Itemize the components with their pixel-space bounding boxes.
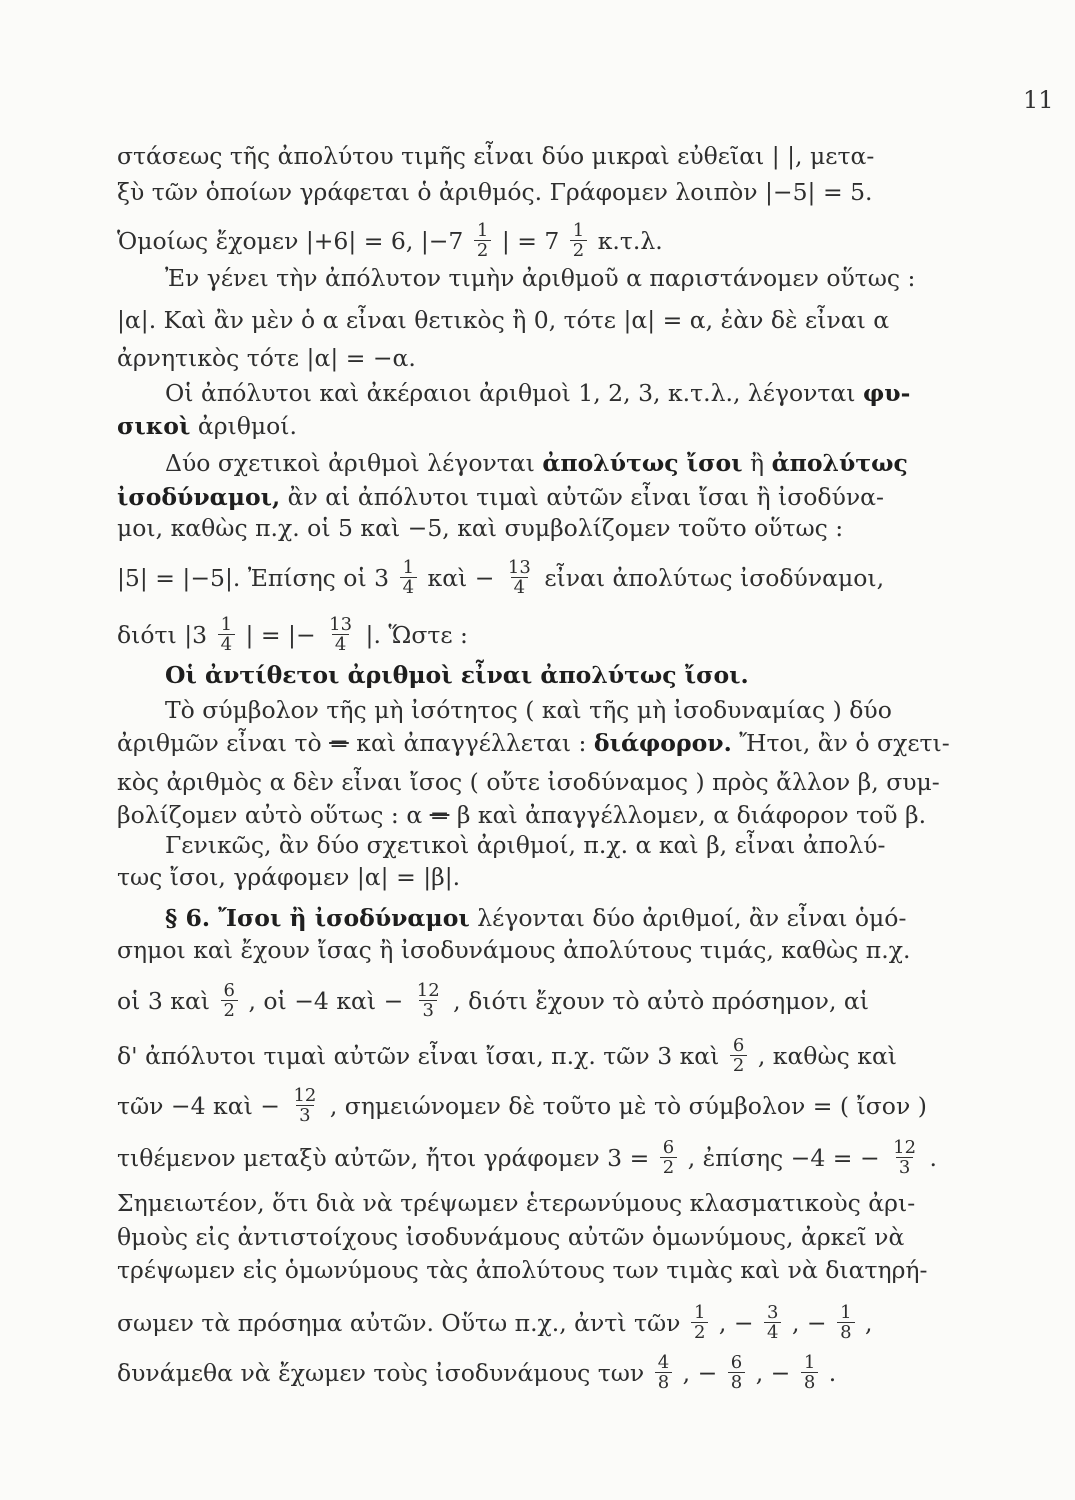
text-span: σωμεν τὰ πρόσημα αὐτῶν. Οὕτω π.χ., ἀντὶ τῶν [117,1309,681,1337]
text-span: , − [755,1359,791,1387]
bold-term: φυ- [863,379,911,407]
text-span: εἶναι ἀπολύτως ἰσοδύναμοι, [544,564,885,592]
text-span: |5| = |−5|. Ἐπίσης οἱ 3 [117,564,390,592]
denominator: 4 [400,577,417,597]
text-span: β καὶ ἀπαγγέλλομεν, α διάφορον τοῦ β. [456,801,927,829]
denominator: 4 [764,1322,781,1342]
text-line-26 [117,1137,947,1179]
numerator: 6 [730,1352,743,1373]
text-line-19: Γενικῶς, ἂν δύο σχετικοὶ ἀριθμοί, π.χ. α καὶ β, εἶναι ἀπολύ- [165,831,886,859]
text-span: |. Ὥστε : [365,621,468,649]
text-span: οἱ 3 καὶ [117,987,211,1015]
fraction [290,1086,319,1125]
fraction [218,615,235,654]
text-line-2: ξὺ τῶν ὁποίων γράφεται ὁ ἀριθμός. Γράφομεν λοιπὸν |−5| = 5. [117,178,873,206]
fraction [326,615,355,654]
fraction [400,558,417,597]
text-span: , − [718,1309,754,1337]
bold-term: ἰσοδύναμοι, [117,483,281,511]
text-span: | = |− [245,621,316,649]
text-span: . [929,1144,938,1172]
numerator: 1 [693,1302,706,1323]
denominator: 4 [511,577,528,597]
text-span: , διότι ἔχουν τὸ αὐτὸ πρόσημον, αἱ [453,987,869,1015]
numerator: 1 [476,220,489,241]
text-line-1: στάσεως τῆς ἀπολύτου τιμῆς εἶναι δύο μικραὶ εὐθεῖαι | |, μετα- [117,142,875,170]
not-equal-symbol: = [329,729,349,757]
numerator: 12 [293,1085,317,1106]
denominator: 4 [218,634,235,654]
numerator: 1 [840,1302,852,1323]
text-span: , καθὼς καὶ [757,1042,898,1070]
text-span: καὶ ἀπαγγέλλεται : [356,729,587,757]
fraction [837,1303,854,1342]
denominator: 2 [570,240,587,260]
numerator: 13 [507,557,531,578]
text-span: ἀριθμοί. [197,412,297,440]
fraction [890,1138,919,1177]
text-line-20: τως ἴσοι, γράφομεν |α| = |β|. [117,863,461,891]
section-heading: § 6. Ἴσοι ἢ ἰσοδύναμοι [165,904,470,932]
denominator: 2 [691,1322,708,1342]
fraction [474,221,491,260]
fraction [660,1138,677,1177]
numerator: 1 [220,614,233,635]
denominator: 2 [660,1157,677,1177]
text-line-17: κὸς ἀριθμὸς α δὲν εἶναι ἴσος ( οὔτε ἰσοδύναμος ) πρὸς ἄλλον β, συμ- [117,768,940,796]
numerator: 12 [893,1137,917,1158]
text-span: διότι |3 [117,621,208,649]
numerator: 13 [329,614,353,635]
text-span: . [828,1359,837,1387]
not-equal-symbol: = [429,801,450,829]
bold-term: ἀπολύτως ἴσοι [542,449,743,477]
bold-term: σικοὶ [117,412,191,440]
denominator: 2 [730,1055,747,1075]
numerator: 6 [223,980,235,1001]
text-line-3 [117,220,947,262]
denominator: 8 [837,1322,854,1342]
denominator: 2 [474,240,491,260]
fraction [801,1353,818,1392]
text-line-7 [165,378,947,408]
text-span: βολίζομεν αὐτὸ οὕτως : α [117,801,423,829]
text-span: , ἐπίσης −4 = − [687,1144,880,1172]
denominator: 8 [801,1372,818,1392]
text-span: ἢ [750,449,765,477]
text-line-29: τρέψωμεν εἰς ὁμωνύμους τὰς ἀπολύτους των τιμὰς καὶ νὰ διατηρή- [117,1256,928,1284]
text-span: , [865,1309,873,1337]
text-line-23 [117,980,947,1022]
text-span: ἂν αἱ ἀπόλυτοι τιμαὶ αὐτῶν εἶναι ἴσαι ἢ ἰσοδύνα- [287,483,884,511]
fraction [414,981,443,1020]
text-span: Ὁμοίως ἔχομεν |+6| = 6, |−7 [117,227,464,255]
text-line-12 [117,557,947,599]
text-line-10 [117,482,947,512]
numerator: 6 [732,1035,745,1056]
text-line-5: |α|. Καὶ ἂν μὲν ὁ α εἶναι θετικὸς ἢ 0, τότε |α| = α, ἐὰν δὲ εἶναι α [117,306,890,334]
bold-term: διάφορον. [593,729,732,757]
text-line-14-rule: Οἱ ἀντίθετοι ἀριθμοὶ εἶναι ἀπολύτως ἴσοι. [165,661,749,689]
text-line-8 [117,411,947,441]
bold-term: ἀπολύτως [771,449,908,477]
denominator: 2 [221,1000,238,1020]
text-line-24 [117,1035,947,1077]
denominator: 4 [332,634,349,654]
text-line-30 [117,1302,947,1344]
numerator: 1 [803,1352,816,1373]
fraction [730,1036,747,1075]
text-span: Δύο σχετικοὶ ἀριθμοὶ λέγονται [165,449,535,477]
numerator: 12 [416,980,440,1001]
text-span: κ.τ.λ. [597,227,663,255]
text-line-28: θμοὺς εἰς ἀντιστοίχους ἰσοδυνάμους αὐτῶν ὁμωνύμους, ἀρκεῖ νὰ [117,1223,905,1251]
denominator: 8 [728,1372,745,1392]
numerator: 3 [767,1302,779,1323]
numerator: 1 [402,557,415,578]
text-span: | = 7 [501,227,560,255]
numerator: 6 [662,1137,675,1158]
text-line-6: ἀρνητικὸς τότε |α| = −α. [117,344,416,372]
text-span: , οἱ −4 καὶ − [248,987,404,1015]
text-line-31 [117,1352,947,1394]
fraction [570,221,587,260]
text-span: λέγονται δύο ἀριθμοί, ἂν εἶναι ὁμό- [477,904,907,932]
text-span: τιθέμενον μεταξὺ αὐτῶν, ἤτοι γράφομεν 3 = [117,1144,650,1172]
fraction [505,558,534,597]
text-span: , σημειώνομεν δὲ τοῦτο μὲ τὸ σύμβολον = ( ἴσον ) [329,1092,927,1120]
fraction [221,981,238,1020]
denominator: 3 [296,1105,313,1125]
text-line-25 [117,1085,947,1127]
text-span: δ' ἀπόλυτοι τιμαὶ αὐτῶν εἶναι ἴσαι, π.χ. τῶν 3 καὶ [117,1042,720,1070]
text-line-9 [165,448,947,478]
denominator: 3 [896,1157,913,1177]
page-number: 11 [1023,86,1054,114]
text-line-13 [117,614,947,656]
numerator: 4 [657,1352,670,1373]
text-line-22: σημοι καὶ ἔχουν ἴσας ἢ ἰσοδυνάμους ἀπολύτους τιμάς, καθὼς π.χ. [117,936,911,964]
text-span: δυνάμεθα νὰ ἔχωμεν τοὺς ἰσοδυνάμους των [117,1359,645,1387]
text-line-11: μοι, καθὼς π.χ. οἱ 5 καὶ −5, καὶ συμβολίζομεν τοῦτο οὕτως : [117,514,844,542]
text-span: , − [682,1359,718,1387]
text-line-27: Σημειωτέον, ὅτι διὰ νὰ τρέψωμεν ἑτερωνύμους κλασματικοὺς ἀρι- [117,1189,916,1217]
text-line-18 [117,800,947,830]
text-line-15: Τὸ σύμβολον τῆς μὴ ἰσότητος ( καὶ τῆς μὴ ἰσοδυναμίας ) δύο [165,696,892,724]
text-line-16 [117,728,950,758]
fraction [691,1303,708,1342]
fraction [728,1353,745,1392]
text-span: ἀριθμῶν εἶναι τὸ [117,729,322,757]
numerator: 1 [572,220,585,241]
denominator: 3 [419,1000,436,1020]
denominator: 8 [655,1372,672,1392]
fraction [764,1303,781,1342]
text-span: Οἱ ἀπόλυτοι καὶ ἀκέραιοι ἀριθμοὶ 1, 2, 3, κ.τ.λ., λέγονται [165,379,856,407]
text-line-21-section-6 [165,903,947,933]
text-span: Ἤτοι, ἂν ὁ σχετι- [739,729,950,757]
text-line-4: Ἐν γένει τὴν ἀπόλυτον τιμὴν ἀριθμοῦ α παριστάνομεν οὕτως : [165,264,916,292]
fraction [655,1353,672,1392]
text-span: , − [791,1309,827,1337]
text-span: τῶν −4 καὶ − [117,1092,280,1120]
text-span: καὶ − [427,564,495,592]
